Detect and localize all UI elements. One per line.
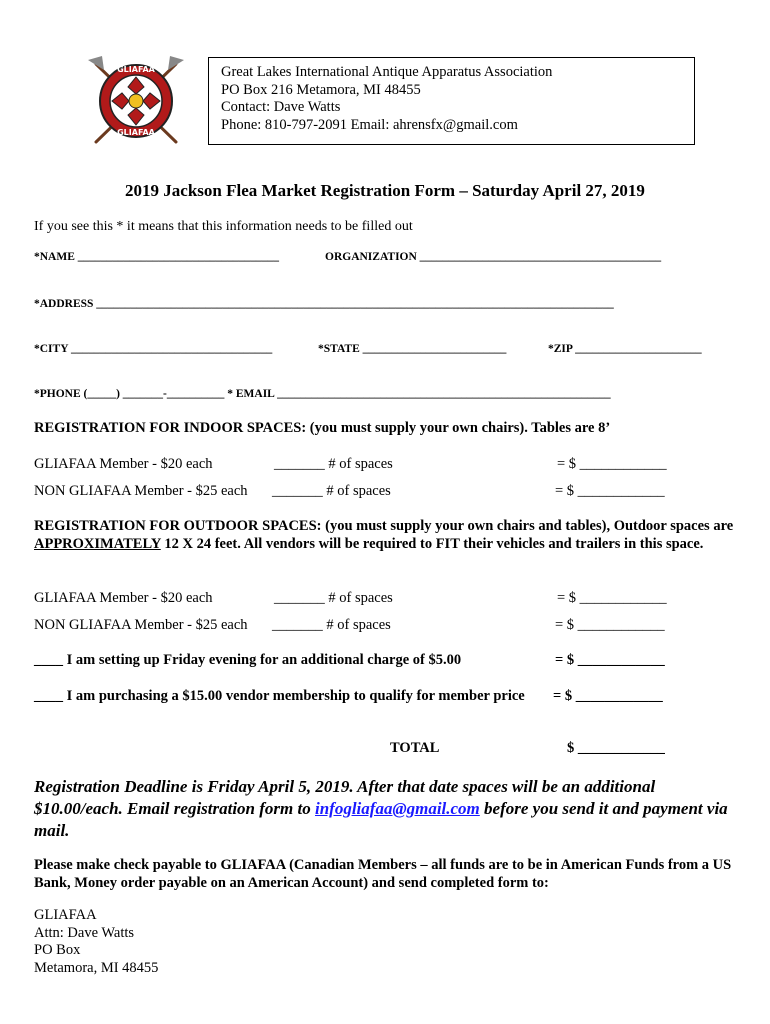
outdoor-member-label: GLIAFAA Member - $20 each bbox=[34, 590, 213, 606]
state-field[interactable]: *STATE _________________________ bbox=[318, 343, 507, 355]
zip-field[interactable]: *ZIP ______________________ bbox=[548, 343, 702, 355]
vendor-membership-option[interactable]: ____ I am purchasing a $15.00 vendor membership to qualify for member price bbox=[34, 688, 525, 704]
payment-instructions: Please make check payable to GLIAFAA (Canadian Members – all funds are to be in American Funds from a US Bank, Money order payable on an American Account) and send completed form to: bbox=[34, 857, 732, 891]
outdoor-heading: REGISTRATION FOR OUTDOOR SPACES: (you must supply your own chairs and tables), Outdoor spaces are APPROXIMATELY 12 X 24 feet. All vendors will be required to FIT their vehicles and trailers in this space. bbox=[34, 518, 734, 552]
contact-phone-email: Phone: 810-797-2091 Email: ahrensfx@gmail.com bbox=[221, 116, 518, 133]
logo-top-text: GLIAFAA bbox=[117, 65, 155, 74]
phone-email-field[interactable]: *PHONE (_____) _______-__________ * EMAIL __________________________________________________________ bbox=[34, 388, 611, 400]
indoor-nonmember-label: NON GLIAFAA Member - $25 each bbox=[34, 483, 248, 499]
indoor-member-label: GLIAFAA Member - $20 each bbox=[34, 456, 213, 472]
organization-field[interactable]: ORGANIZATION __________________________________________ bbox=[325, 251, 662, 263]
approximately-emphasis: APPROXIMATELY bbox=[34, 536, 161, 552]
mailing-address-line: Attn: Dave Watts bbox=[34, 924, 135, 941]
contact-name: Contact: Dave Watts bbox=[221, 99, 341, 116]
mailing-address-line: GLIAFAA bbox=[34, 907, 97, 923]
required-note: If you see this * it means that this information needs to be filled out bbox=[34, 219, 413, 234]
outdoor-member-total[interactable]: = $ ____________ bbox=[557, 590, 667, 606]
gliafaa-logo-icon bbox=[82, 54, 190, 148]
friday-setup-total[interactable]: = $ ____________ bbox=[555, 652, 665, 668]
form-title: 2019 Jackson Flea Market Registration Form – Saturday April 27, 2019 bbox=[125, 181, 645, 200]
registration-deadline: Registration Deadline is Friday April 5, 2019. After that date spaces will be an additional $10.00/each. Email registration form to infogliafaa@gmail.com before you send it and payment via mail. bbox=[34, 777, 728, 840]
outdoor-nonmember-label: NON GLIAFAA Member - $25 each bbox=[34, 617, 248, 633]
total-label: TOTAL bbox=[390, 740, 440, 756]
outdoor-nonmember-spaces[interactable]: _______ # of spaces bbox=[272, 617, 391, 633]
indoor-nonmember-total[interactable]: = $ ____________ bbox=[555, 483, 665, 499]
mailing-address bbox=[34, 907, 158, 977]
total-value[interactable]: $ ____________ bbox=[567, 740, 665, 756]
outdoor-member-spaces[interactable]: _______ # of spaces bbox=[274, 590, 393, 606]
association-name: Great Lakes International Antique Apparatus Association bbox=[221, 64, 553, 80]
indoor-nonmember-spaces[interactable]: _______ # of spaces bbox=[272, 483, 391, 499]
outdoor-nonmember-total[interactable]: = $ ____________ bbox=[555, 617, 665, 633]
logo-bottom-text: GLIAFAA bbox=[117, 128, 155, 137]
city-field[interactable]: *CITY ___________________________________ bbox=[34, 343, 273, 355]
vendor-membership-total[interactable]: = $ ____________ bbox=[553, 688, 663, 704]
registration-email-link[interactable]: infogliafaa@gmail.com bbox=[315, 799, 480, 818]
contact-box bbox=[208, 57, 695, 145]
friday-setup-option[interactable]: ____ I am setting up Friday evening for an additional charge of $5.00 bbox=[34, 652, 462, 668]
name-field[interactable]: *NAME ___________________________________ bbox=[34, 251, 280, 263]
mailing-address-line: Metamora, MI 48455 bbox=[34, 959, 159, 976]
address-field[interactable]: *ADDRESS __________________________________________________________________________________________ bbox=[34, 298, 614, 310]
indoor-heading: REGISTRATION FOR INDOOR SPACES: (you must supply your own chairs). Tables are 8’ bbox=[34, 420, 611, 436]
indoor-member-total[interactable]: = $ ____________ bbox=[557, 456, 667, 472]
indoor-member-spaces[interactable]: _______ # of spaces bbox=[274, 456, 393, 472]
association-address: PO Box 216 Metamora, MI 48455 bbox=[221, 81, 421, 98]
mailing-address-line: PO Box bbox=[34, 942, 81, 959]
